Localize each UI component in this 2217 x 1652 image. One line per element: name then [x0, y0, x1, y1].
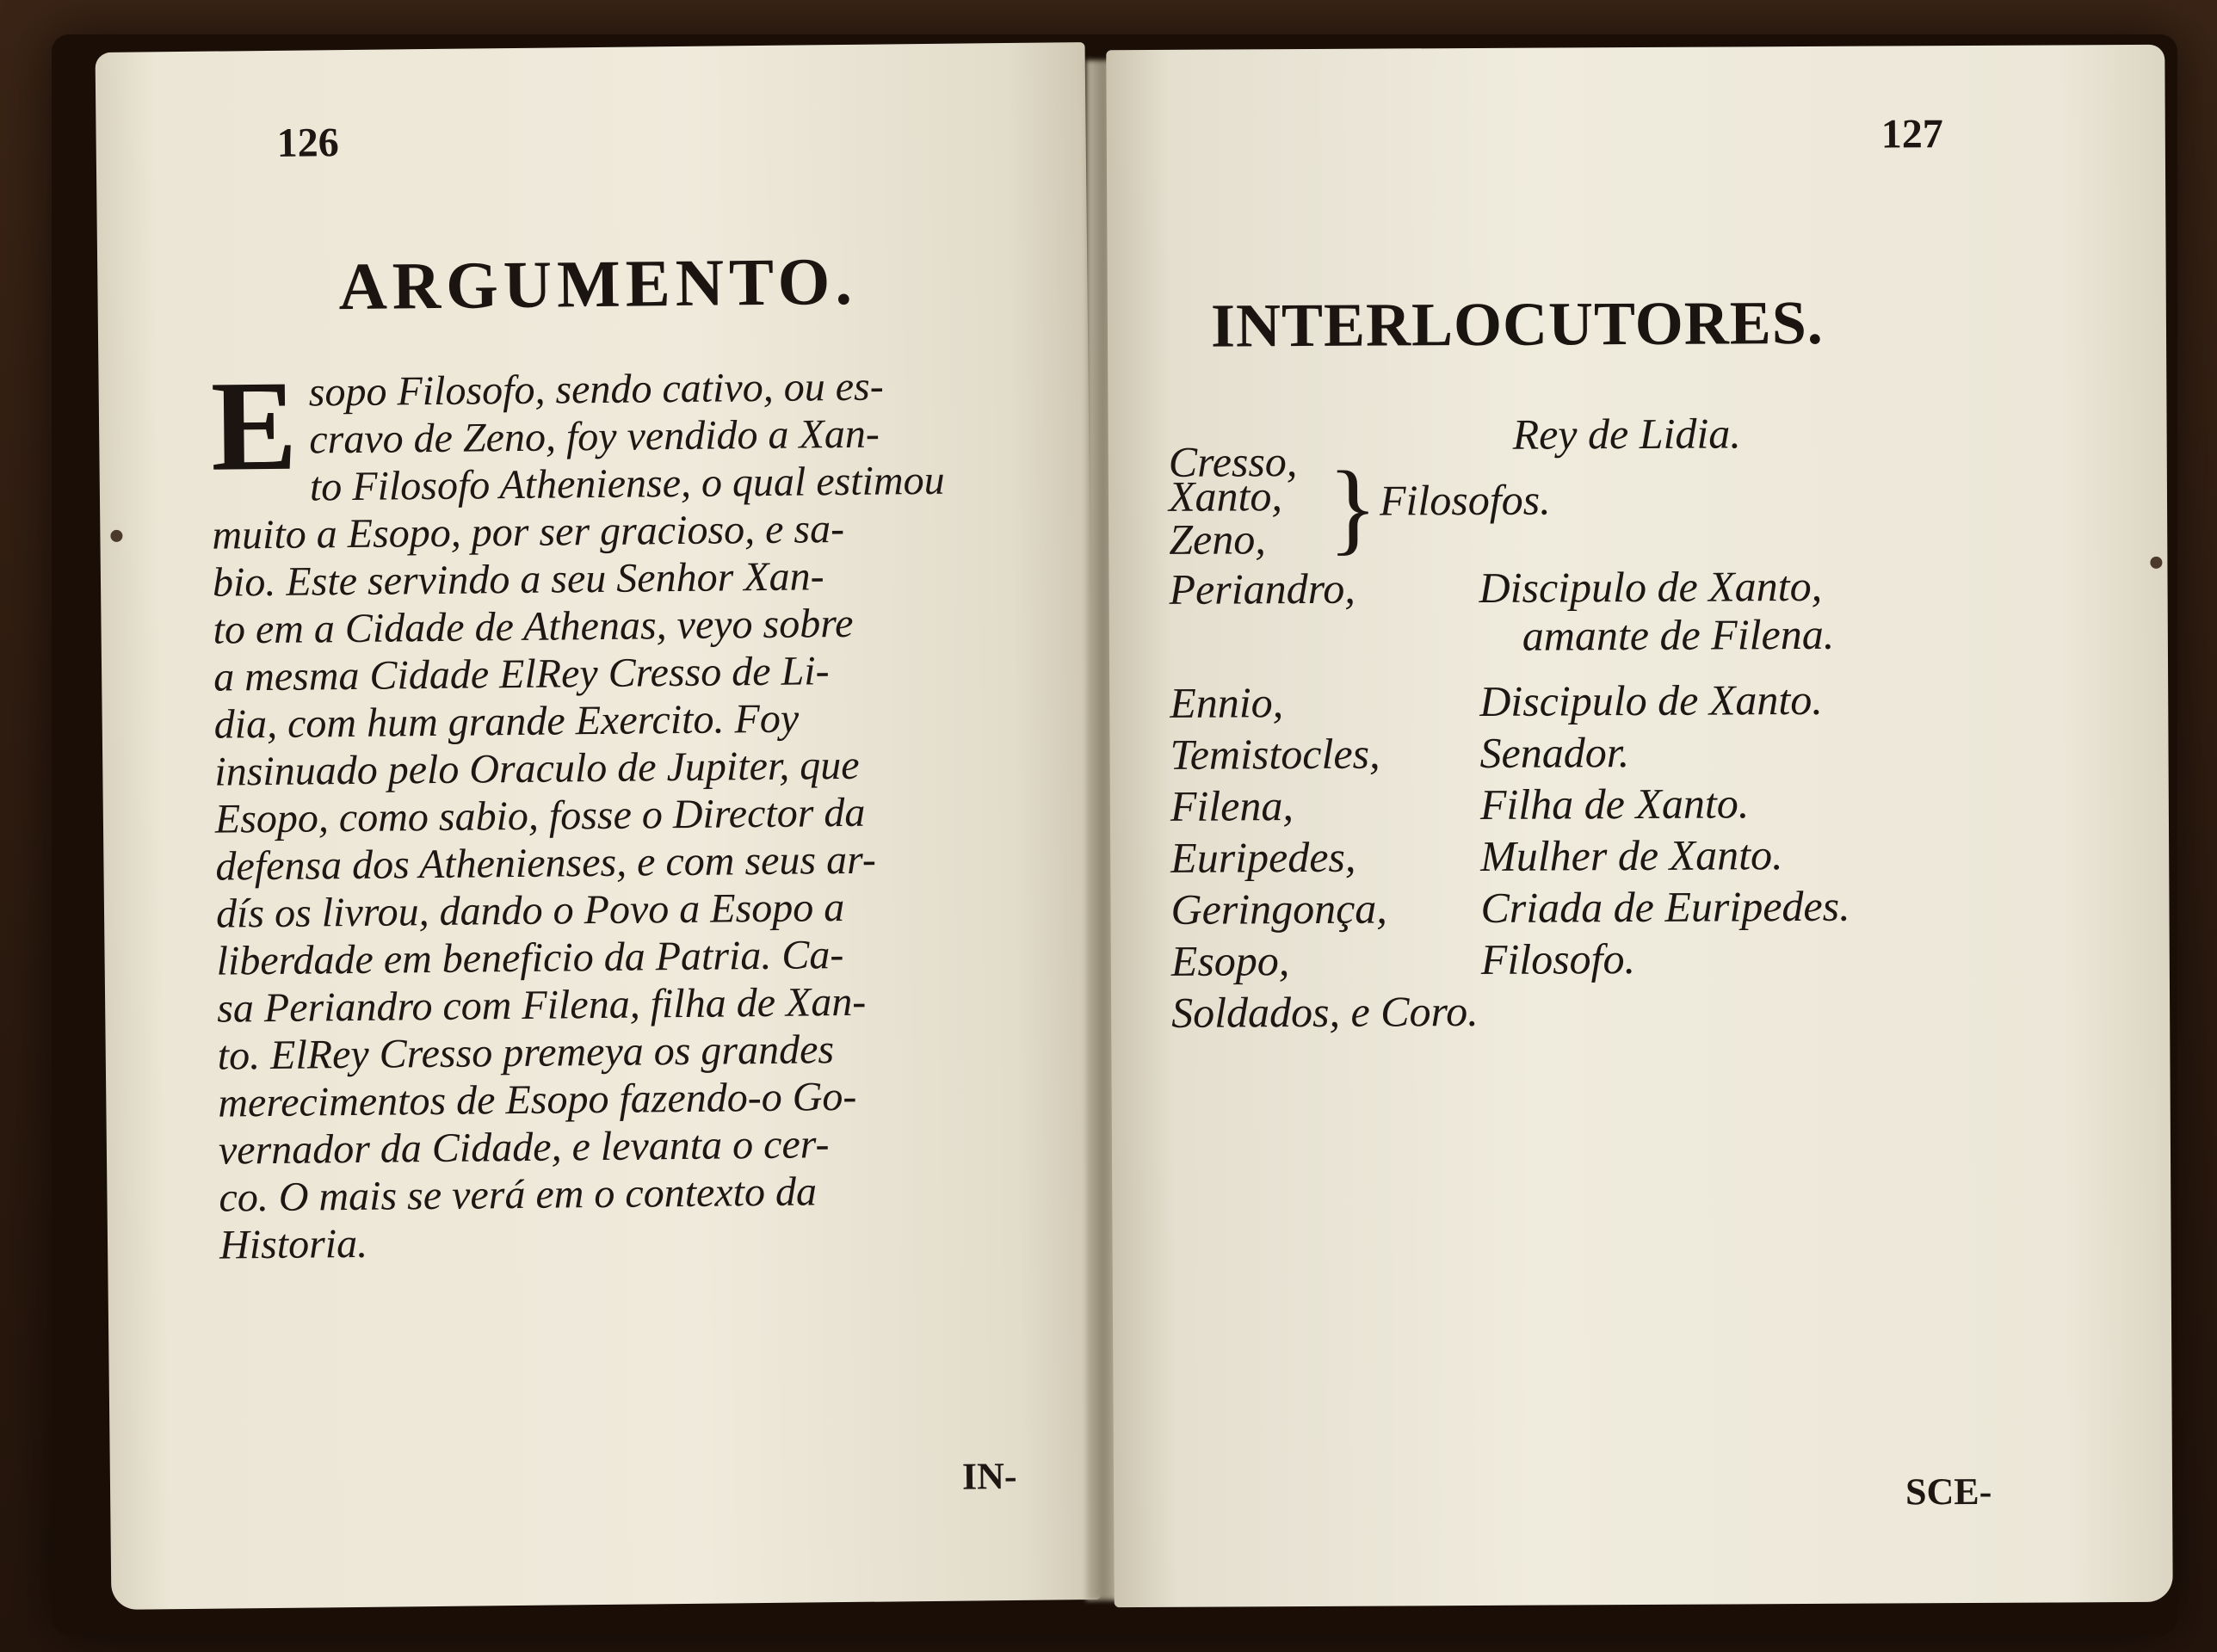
speaker-name: Esopo, — [1170, 936, 1290, 985]
argument-text — [210, 354, 1063, 1268]
speaker-role: Filosofo. — [1480, 934, 1636, 983]
speaker-name: Zeno, — [1169, 515, 1266, 564]
argument-line: defensa dos Athenienses, e com seus ar- — [215, 836, 877, 890]
drop-cap: E — [210, 354, 299, 498]
speaker-row — [1170, 776, 2117, 833]
binding-hole — [110, 530, 122, 542]
catchword-left: IN- — [961, 1454, 1017, 1498]
speaker-role: Discipulo de Xanto, — [1479, 561, 1823, 612]
speaker-row — [1169, 559, 2115, 613]
speaker-row — [1170, 828, 2117, 885]
speaker-row — [1171, 983, 2118, 1039]
page-number-right: 127 — [1880, 111, 1943, 157]
argument-line: dís os livrou, dando o Povo a Esopo a — [215, 885, 845, 937]
speaker-name: Filena, — [1170, 781, 1294, 830]
speaker-role: Discipulo de Xanto. — [1479, 675, 1823, 725]
argument-line: liberdade em beneficio da Patria. Ca- — [216, 932, 844, 984]
argument-line: Esopo, como sabio, fosse o Director da — [214, 789, 866, 842]
speaker-row — [1171, 931, 2118, 988]
speaker-name: Ennio, — [1170, 678, 1284, 727]
speaker-name: Euripedes, — [1170, 832, 1356, 882]
argument-heading: ARGUMENTO. — [337, 243, 858, 324]
speaker-row — [1170, 879, 2117, 936]
right-page — [1106, 45, 2172, 1607]
binding-hole — [2150, 557, 2162, 569]
speaker-row — [1169, 509, 2115, 564]
argument-line: bio. Este servindo a seu Senhor Xan- — [212, 553, 824, 606]
speaker-role: amante de Filena. — [1522, 609, 1835, 660]
argument-line: to. ElRey Cresso premeya os grandes — [217, 1026, 835, 1079]
catchword-right: SCE- — [1905, 1470, 1992, 1513]
brace-symbol: } — [1327, 449, 1379, 564]
speaker-role: Filosofos. — [1379, 475, 1551, 525]
argument-line: dia, com hum grande Exercito. Foy — [213, 695, 800, 748]
speaker-row — [1168, 406, 2115, 486]
argument-line: co. O mais se verá em o contexto da — [219, 1168, 818, 1221]
argument-line: a mesma Cidade ElRey Cresso de Li- — [213, 648, 830, 700]
speaker-role: Criada de Euripedes. — [1480, 881, 1850, 932]
speaker-name: Geringonça, — [1170, 884, 1387, 934]
speaker-role: Filha de Xanto. — [1479, 779, 1750, 829]
speaker-role: Mulher de Xanto. — [1480, 830, 1783, 880]
speaker-name: Cresso, — [1168, 437, 1298, 486]
argument-line: to Filosofo Atheniense, o qual estimou — [309, 457, 945, 510]
argument-line: sopo Filosofo, sendo cativo, ou es- — [308, 363, 884, 416]
speaker-row — [1170, 724, 2116, 781]
speaker-name: Temistocles, — [1170, 729, 1380, 779]
argument-line: to em a Cidade de Athenas, veyo sobre — [213, 600, 854, 653]
page-number-left: 126 — [276, 120, 339, 166]
argument-line: merecimentos de Esopo fazendo-o Go- — [218, 1073, 857, 1126]
speaker-role: Senador. — [1479, 728, 1630, 777]
interlocutores-heading: INTERLOCUTORES. — [1210, 287, 1825, 361]
speaker-role: Rey de Lidia. — [1512, 409, 1741, 459]
speaker-row — [1170, 607, 2116, 678]
argument-line: muito a Esopo, por ser gracioso, e sa- — [212, 505, 845, 558]
argument-line: cravo de Zeno, foy vendido a Xan- — [309, 410, 880, 463]
argument-line: vernador da Cidade, e levanta o cer- — [218, 1121, 830, 1174]
argument-line: insinuado pelo Oraculo de Jupiter, que — [214, 742, 860, 795]
argument-line: sa Periandro com Filena, filha de Xan- — [216, 978, 867, 1032]
speaker-list — [1168, 406, 2118, 1039]
speaker-name: Periandro, — [1169, 564, 1356, 613]
speaker-row — [1170, 673, 2116, 730]
speaker-name: Xanto, — [1168, 472, 1283, 521]
speaker-name: Soldados, e Coro. — [1170, 986, 1479, 1037]
left-page — [96, 42, 1102, 1610]
argument-line: Historia. — [219, 1220, 368, 1268]
